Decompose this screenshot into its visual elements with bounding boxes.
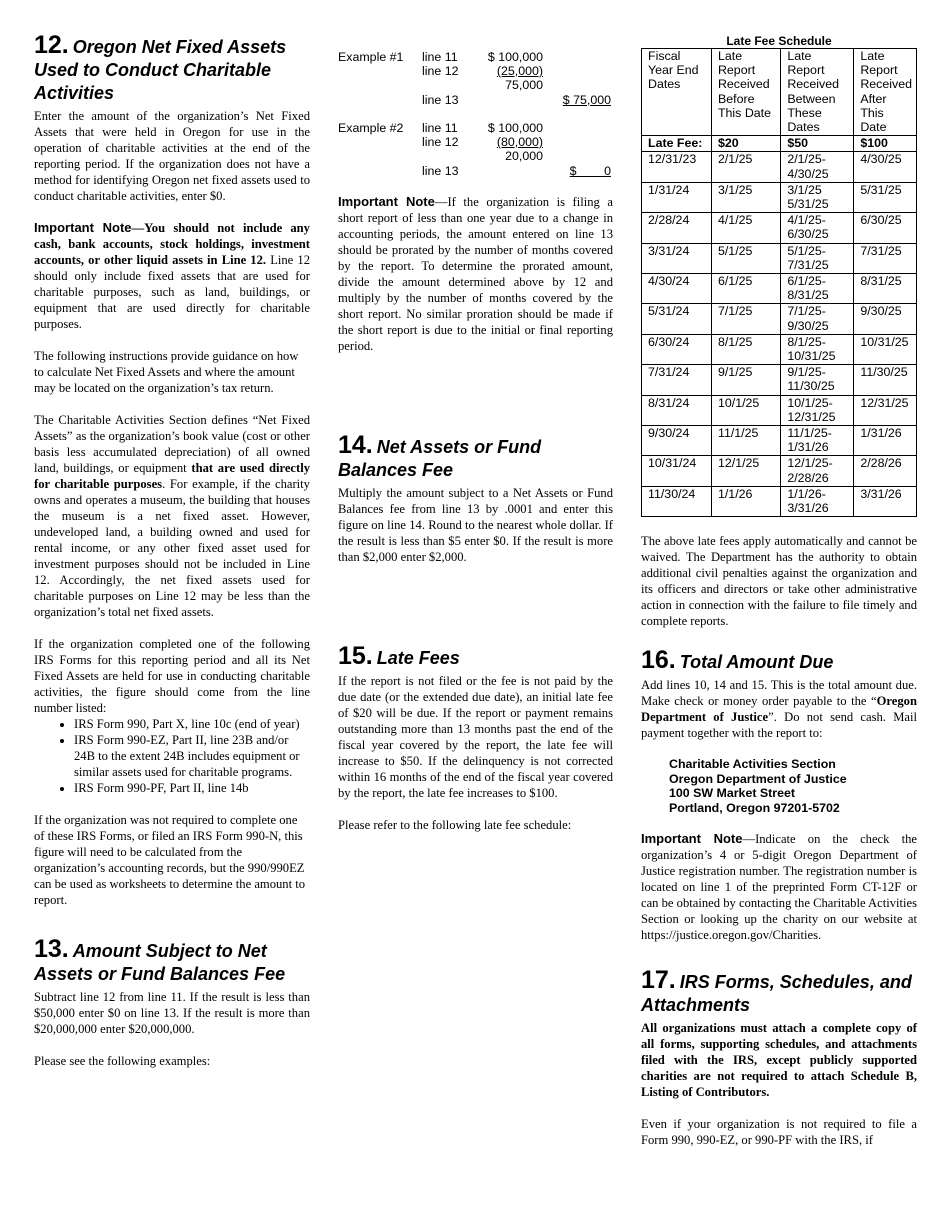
example-total: $ 75,000 (562, 93, 611, 107)
table-cell: 12/1/25-2/28/26 (781, 456, 854, 486)
table-row (642, 152, 917, 182)
section-15 (338, 642, 613, 833)
late-fee-amount: $50 (781, 136, 854, 152)
section-12-paragraph-1: Enter the amount of the organization’s Net Fixed Assets that were held in Oregon for use in the operation of charitable activities at the end of the reporting period. If the organization does not have a method for identifying Oregon net fixed assets used to conduct charitable activities, enter $0. (34, 109, 310, 203)
table-cell: 9/1/25-11/30/25 (781, 365, 854, 395)
table-cell: 3/31/26 (854, 486, 917, 516)
table-row (642, 213, 917, 243)
payee-name: Oregon Department of Justice (641, 694, 917, 725)
table-header-cell: Late Report Received After This Date (854, 49, 917, 136)
table-cell: 10/1/25 (711, 395, 780, 425)
section-13-heading (34, 935, 310, 986)
example-1 (338, 50, 613, 108)
example-line-label: line 12 (422, 135, 459, 149)
section-14-heading (338, 431, 613, 482)
section-13 (34, 935, 310, 1069)
example-line-label: line 12 (422, 64, 459, 78)
table-cell: 2/1/25 (711, 152, 780, 182)
address-line: 100 SW Market Street (669, 786, 796, 801)
table-cell: 8/31/25 (854, 274, 917, 304)
important-note-text: —Indicate on the check the organization’s 4 or 5-digit Oregon Department of Justice registration number. The registration number is located on line 1 of the preprinted Form CT-12F or can be obtained by contacting the Charitable Activities Section or looking up the charity on our website at https://justice.oregon.gov/Charities. (641, 831, 917, 942)
late-fee-label: Late Fee: (642, 136, 712, 152)
table-row (642, 274, 917, 304)
table-cell: 9/30/25 (854, 304, 917, 334)
column-left (34, 0, 310, 1069)
net-fixed-assets-emphasis: that are used directly for charitable purposes (34, 461, 310, 491)
table-row (642, 395, 917, 425)
example-subtotal: 75,000 (505, 78, 543, 92)
example-line-label: line 11 (422, 50, 458, 64)
example-total: $ 0 (569, 164, 611, 178)
table-cell: 2/1/25-4/30/25 (781, 152, 854, 182)
list-item: • IRS Form 990-PF, Part II, line 14b (74, 780, 310, 796)
section-12-paragraph-6: If the organization was not required to complete one of these IRS Forms, or filed an IRS Form 990-N, this figure will need to be calculated from the organization’s accounting records, but the 990/990EZ can be used as worksheets to determine the amount to report. (34, 813, 306, 907)
mailing-address (641, 757, 917, 815)
table-cell: 11/1/25 (711, 426, 780, 456)
table-cell: 9/30/24 (642, 426, 712, 456)
example-amount: $ 100,000 (487, 50, 543, 64)
late-fee-amount: $100 (854, 136, 917, 152)
column-middle (338, 0, 613, 833)
list-item: • IRS Form 990, Part X, line 10c (end of year) (74, 716, 310, 732)
table-row (642, 334, 917, 364)
table-row (642, 182, 917, 212)
table-cell: 5/1/25 (711, 243, 780, 273)
section-17-title: IRS Forms, Schedules, and Attachments (641, 971, 912, 1015)
table-cell: 11/30/24 (642, 486, 712, 516)
late-fee-amount: $20 (711, 136, 780, 152)
table-cell: 1/31/26 (854, 426, 917, 456)
section-12-paragraph-5: If the organization completed one of the following IRS Forms for this reporting period and all its Net Fixed Assets are held for use in conducting charitable activities, the figure should come from the line number listed: (34, 637, 310, 715)
section-17-paragraph-1: All organizations must attach a complete copy of all forms, supporting schedules, and attachments filed with the IRS, except publicly supported charities are not required to attach Schedule B, Listing of Contributors. (641, 1020, 917, 1099)
table-row (642, 426, 917, 456)
section-13-important-note (338, 194, 613, 354)
table-cell: 1/31/24 (642, 182, 712, 212)
section-15-paragraph-1: If the report is not filed or the fee is not paid by the due date (or the extended due date), an initial late fee of $20 will be due. If the report or payment remains outstanding more than 13 months past the end of the fiscal year covered by the report, the late fee will increase to $50. If the delinquency is not corrected within 16 months of the end of the fiscal year covered by the report, the late fee increases to $100. (338, 674, 613, 800)
total-due-text: Add lines 10, 14 and 15. This is the total amount due. Make check or money order payable to the “ (641, 678, 917, 709)
important-note-text: Line 12 should only include fixed assets that are used for charitable purposes, such as land, buildings, or equipment that are used directly for charitable purposes. (34, 253, 310, 331)
section-15-heading (338, 642, 613, 670)
address-line: Charitable Activities Section (669, 757, 836, 772)
example-amount: (80,000) (496, 135, 543, 149)
section-14 (338, 431, 613, 565)
section-13-paragraph-2: Please see the following examples: (34, 1054, 211, 1068)
example-label: Example #2 (338, 121, 404, 135)
irs-form-list (34, 716, 310, 796)
section-12-important-note (34, 220, 310, 332)
section-12-title: Oregon Net Fixed Assets Used to Conduct Charitable Activities (34, 37, 287, 103)
section-12-paragraph-4 (34, 412, 310, 620)
table-row (642, 486, 917, 516)
example-amount: (25,000) (496, 64, 543, 78)
table-cell: 12/31/23 (642, 152, 712, 182)
table-row (642, 456, 917, 486)
section-14-paragraph-1: Multiply the amount subject to a Net Assets or Fund Balances fee from line 13 by .0001 and enter this figure on line 14. Round to the nearest whole dollar. If the result is less than $5 enter $0. If the result is more than $2,000 enter $2,000. (338, 486, 613, 564)
section-12-heading (34, 31, 310, 105)
section-14-number: 14. (338, 431, 373, 459)
table-cell: 12/1/25 (711, 456, 780, 486)
column-right (641, 0, 917, 1148)
table-cell: 7/31/24 (642, 365, 712, 395)
table-cell: 6/30/25 (854, 213, 917, 243)
total-due-text-end: ”. Do not send cash. Mail payment together with the report to: (641, 710, 917, 741)
table-cell: 5/1/25-7/31/25 (781, 243, 854, 273)
address-line: Oregon Department of Justice (669, 771, 847, 786)
table-header-row (642, 49, 917, 136)
late-fee-schedule-title: Late Fee Schedule (726, 34, 832, 48)
table-cell: 12/31/25 (854, 395, 917, 425)
table-cell: 7/1/25-9/30/25 (781, 304, 854, 334)
table-header-cell: Fiscal Year End Dates (642, 49, 712, 136)
late-fee-explanation: The above late fees apply automatically and cannot be waived. The Department has the authority to obtain additional civil penalties against the organization and its officers and directors or take other administrative action in connection with the failure to file timely and complete reports. (641, 534, 917, 629)
section-16-title: Total Amount Due (679, 652, 834, 673)
section-12-number: 12. (34, 31, 69, 59)
table-cell: 5/31/24 (642, 304, 712, 334)
table-cell: 3/1/25 (711, 182, 780, 212)
section-13-number: 13. (34, 935, 69, 963)
late-fee-schedule-table (641, 48, 917, 517)
table-cell: 8/1/25 (711, 334, 780, 364)
table-cell: 11/30/25 (854, 365, 917, 395)
table-header-cell: Late Report Received Between These Dates (781, 49, 854, 136)
section-17 (641, 965, 917, 1148)
table-cell: 4/1/25-6/30/25 (781, 213, 854, 243)
important-note-label: Important Note (338, 194, 435, 209)
table-cell: 1/1/26-3/31/26 (781, 486, 854, 516)
list-item: • IRS Form 990-EZ, Part II, line 23B and/or 24B to the extent 24B includes equipment or similar assets used for charitable programs. (74, 732, 310, 780)
table-header-cell: Late Report Received Before This Date (711, 49, 780, 136)
example-label: Example #1 (338, 50, 404, 64)
section-17-number: 17. (641, 965, 676, 994)
late-fee-schedule-body (642, 152, 917, 517)
table-cell: 10/1/25-12/31/25 (781, 395, 854, 425)
table-row (642, 243, 917, 273)
example-line-label: line 13 (422, 93, 459, 107)
example-subtotal: 20,000 (505, 149, 543, 163)
section-12-paragraph-3: The following instructions provide guidance on how to calculate Net Fixed Assets and where the amount may be located on the organization’s tax return. (34, 349, 299, 395)
table-row (642, 304, 917, 334)
table-cell: 11/1/25-1/31/26 (781, 426, 854, 456)
table-cell: 2/28/24 (642, 213, 712, 243)
section-16-important-note (641, 831, 917, 943)
example-2 (338, 121, 613, 179)
section-14-title: Net Assets or Fund Balances Fee (338, 437, 542, 480)
section-17-heading (641, 965, 917, 1017)
section-17-paragraph-2: Even if your organization is not required to file a Form 990, 990-EZ, or 990-PF with the IRS, if (641, 1116, 917, 1147)
table-cell: 2/28/26 (854, 456, 917, 486)
important-note-label: Important Note (641, 830, 743, 846)
table-cell: 8/1/25-10/31/25 (781, 334, 854, 364)
table-cell: 10/31/24 (642, 456, 712, 486)
section-15-number: 15. (338, 642, 373, 670)
section-13-paragraph-1: Subtract line 12 from line 11. If the result is less than $50,000 enter $0 on line 13. If the result is more than $20,000,000 enter $20,000,000. (34, 990, 310, 1036)
table-cell: 7/31/25 (854, 243, 917, 273)
table-cell: 4/30/24 (642, 274, 712, 304)
example-line-label: line 11 (422, 121, 458, 135)
example-line-label: line 13 (422, 164, 459, 178)
section-16-heading (641, 646, 917, 675)
net-fixed-assets-example: . For example, if the charity owns and operates a museum, the building that houses the museum is a net fixed asset. However, undeveloped land, a building owned and used for rental income, or any other fixed asset used for investment purposes should not be included in Line 12. Accordingly, the net fixed assets used for charitable purposes on Line 12 may be less than the organization’s total net fixed assets. (34, 477, 310, 619)
important-note-label: Important Note (34, 220, 132, 235)
section-16 (641, 646, 917, 943)
late-fee-row (642, 136, 917, 152)
section-13-title: Amount Subject to Net Assets or Fund Balances Fee (34, 941, 286, 984)
table-cell: 10/31/25 (854, 334, 917, 364)
table-cell: 6/1/25-8/31/25 (781, 274, 854, 304)
address-line: Portland, Oregon 97201-5702 (669, 800, 840, 815)
table-cell: 3/1/25 5/31/25 (781, 182, 854, 212)
table-cell: 4/30/25 (854, 152, 917, 182)
important-note-bold: —You should not include any cash, bank accounts, stock holdings, investment accounts, or other liquid assets in Line 12. (34, 221, 310, 267)
table-row (642, 365, 917, 395)
section-16-number: 16. (641, 646, 676, 675)
example-amount: $ 100,000 (487, 121, 543, 135)
important-note-text: —If the organization is filing a short report of less than one year due to a change in accounting periods, the amount entered on line 13 should be prorated by the number of months covered by the report. To determine the prorated amount, divide the amount determined above by 12 and multiply by the number of months covered by the short report. No similar proration should be made if the short report is due to the initial or final reporting period. (338, 195, 613, 353)
table-cell: 8/31/24 (642, 395, 712, 425)
table-cell: 5/31/25 (854, 182, 917, 212)
table-cell: 6/1/25 (711, 274, 780, 304)
table-cell: 9/1/25 (711, 365, 780, 395)
section-16-paragraph-1 (641, 677, 917, 741)
table-cell: 7/1/25 (711, 304, 780, 334)
section-15-paragraph-2: Please refer to the following late fee schedule: (338, 818, 572, 832)
table-cell: 1/1/26 (711, 486, 780, 516)
table-cell: 4/1/25 (711, 213, 780, 243)
section-15-title: Late Fees (376, 648, 460, 668)
table-cell: 6/30/24 (642, 334, 712, 364)
net-fixed-assets-definition: The Charitable Activities Section defines “Net Fixed Assets” as the organization’s book value (cost or other basis less accumulated depreciation) of all owned land, buildings, or equipment (34, 413, 310, 475)
section-12 (34, 31, 310, 908)
table-cell: 3/31/24 (642, 243, 712, 273)
